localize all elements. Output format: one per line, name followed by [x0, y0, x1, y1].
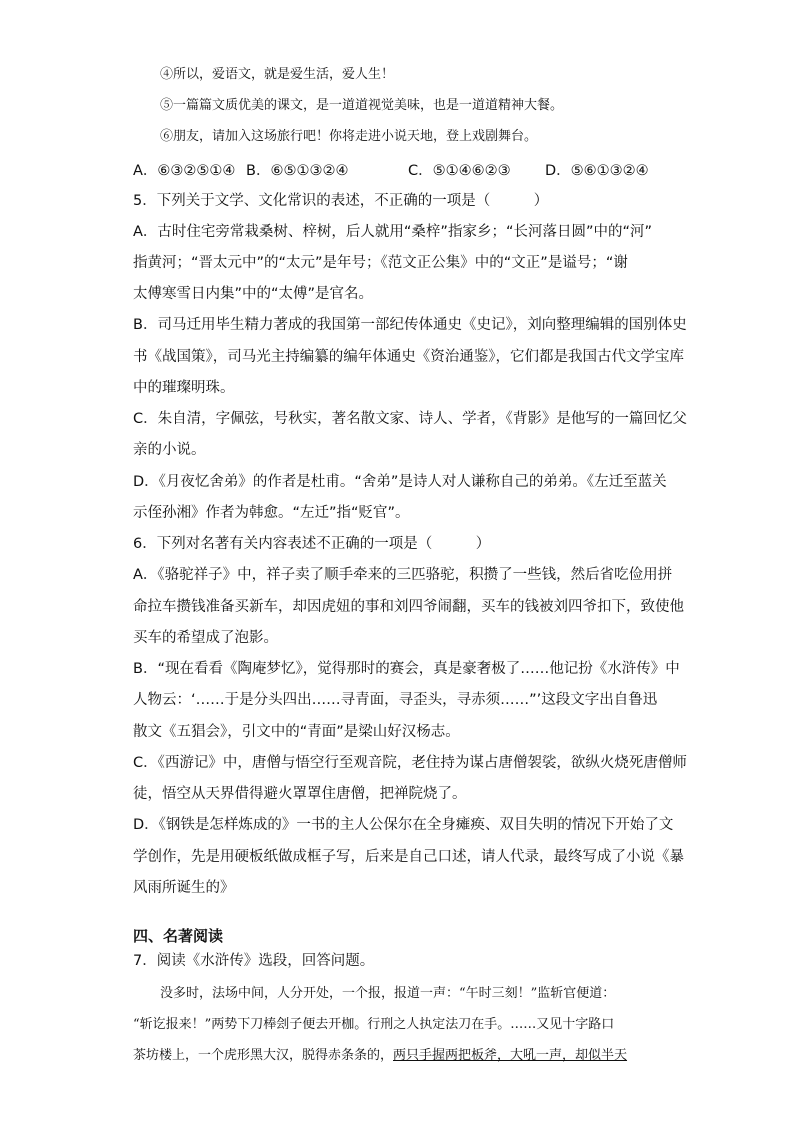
q4-item-4: ④所以，爱语文，就是爱生活，爱人生！ [160, 67, 395, 82]
q7-passage-line3 [133, 1046, 627, 1066]
q5-a-line1: A．古时住宅旁常栽桑树、梓树，后人就用“桑梓”指家乡；“长河落日圆”中的“河” [133, 224, 652, 240]
q7-passage-line1: 没多时，法场中间，人分开处，一个报，报道一声：“午时三刻！”监斩官便道： [160, 986, 616, 1001]
q5-b-line2: 书《战国策》，司马光主持编纂的编年体通史《资治通鉴》，它们都是我国古代文学宝库 [133, 349, 684, 365]
q5-a-line3: 太傅寒雪日内集”中的“太傅”是官名。 [133, 286, 374, 302]
q5-stem: 5．下列关于文学、文化常识的表述，不正确的一项是（ ） [133, 193, 549, 209]
q5-a-line2: 指黄河；“晋太元中”的“太元”是年号；《范文正公集》中的“文正”是谥号；“谢 [133, 255, 628, 271]
q6-d-line1: D．《钢铁是怎样炼成的》一书的主人公保尔在全身瘫痪、双目失明的情况下开始了文 [133, 817, 674, 833]
q6-b-line1: B．“现在看看《陶庵梦忆》，觉得那时的赛会，真是豪奢极了……他记扮《水浒传》中 [133, 661, 680, 677]
q6-c-line2: 徒，悟空从天界借得避火罩罩住唐僧，把禅院烧了。 [133, 786, 467, 802]
q6-a-line1: A．《骆驼祥子》中，祥子卖了顺手牵来的三匹骆驼，积攒了一些钱，然后省吃俭用拼 [133, 567, 673, 583]
q7-passage-text: 茶坊楼上，一个虎形黑大汉，脱得赤条条的， [133, 1048, 394, 1063]
q6-d-line2: 学创作，先是用硬板纸做成框子写，后来是自己口述，请人代录，最终写成了小说《暴 [133, 849, 684, 865]
q4-option-b: B．⑥⑤①③②④ [246, 163, 349, 179]
q4-option-d: D．⑤⑥①③②④ [545, 163, 649, 179]
q4-item-5: ⑤一篇篇文质优美的课文，是一道道视觉美味，也是一道道精神大餐。 [160, 98, 564, 113]
q7-stem: 7．阅读《水浒传》选段，回答问题。 [133, 953, 375, 969]
q6-stem: 6．下列对名著有关内容表述不正确的一项是（ ） [133, 536, 491, 552]
q5-d-line1: D．《月夜忆舍弟》的作者是杜甫。“舍弟”是诗人对人谦称自己的弟弟。《左迁至蓝关 [133, 474, 667, 490]
q6-a-line2: 命拉车攒钱准备买新车，却因虎妞的事和刘四爷闹翻，买车的钱被刘四爷扣下，致使他 [133, 599, 684, 615]
q6-d-line3: 风雨所诞生的》 [133, 880, 235, 896]
q6-c-line1: C．《西游记》中，唐僧与悟空行至观音院，老住持为谋占唐僧袈裟，欲纵火烧死唐僧师 [133, 755, 687, 771]
q4-item-6: ⑥朋友，请加入这场旅行吧！你将走进小说天地，登上戏剧舞台。 [160, 129, 538, 144]
q6-b-line3: 散文《五猖会》，引文中的“青面”是梁山好汉杨志。 [133, 724, 460, 740]
q6-a-line3: 买车的希望成了泡影。 [133, 630, 278, 646]
q5-b-line1: B．司马迁用毕生精力著成的我国第一部纪传体通史《史记》，刘向整理编辑的国别体史 [133, 317, 687, 333]
q5-d-line2: 示侄孙湘》作者为韩愈。“左迁”指“贬官”。 [133, 505, 410, 521]
q4-option-a: A．⑥③②⑤①④ [133, 163, 236, 179]
q5-c-line2: 亲的小说。 [133, 442, 206, 458]
q7-passage-line2: “斩讫报来！”两势下刀棒刽子便去开枷。行刑之人执定法刀在手。……又见十字路口 [133, 1017, 615, 1032]
q5-c-line1: C．朱自清，字佩弦，号秋实，著名散文家、诗人、学者，《背影》是他写的一篇回忆父 [133, 411, 687, 427]
q5-b-line3: 中的璀璨明珠。 [133, 380, 235, 396]
q7-underlined-text: 两只手握两把板斧，大吼一声，却似半天 [393, 1048, 628, 1063]
q4-option-c: C．⑤①④⑥②③ [408, 163, 511, 179]
section-heading: 四、名著阅读 [133, 927, 224, 945]
q6-b-line2: 人物云：‘……于是分头四出……寻青面，寻歪头，寻赤须……”’这段文字出自鲁迅 [133, 692, 658, 708]
